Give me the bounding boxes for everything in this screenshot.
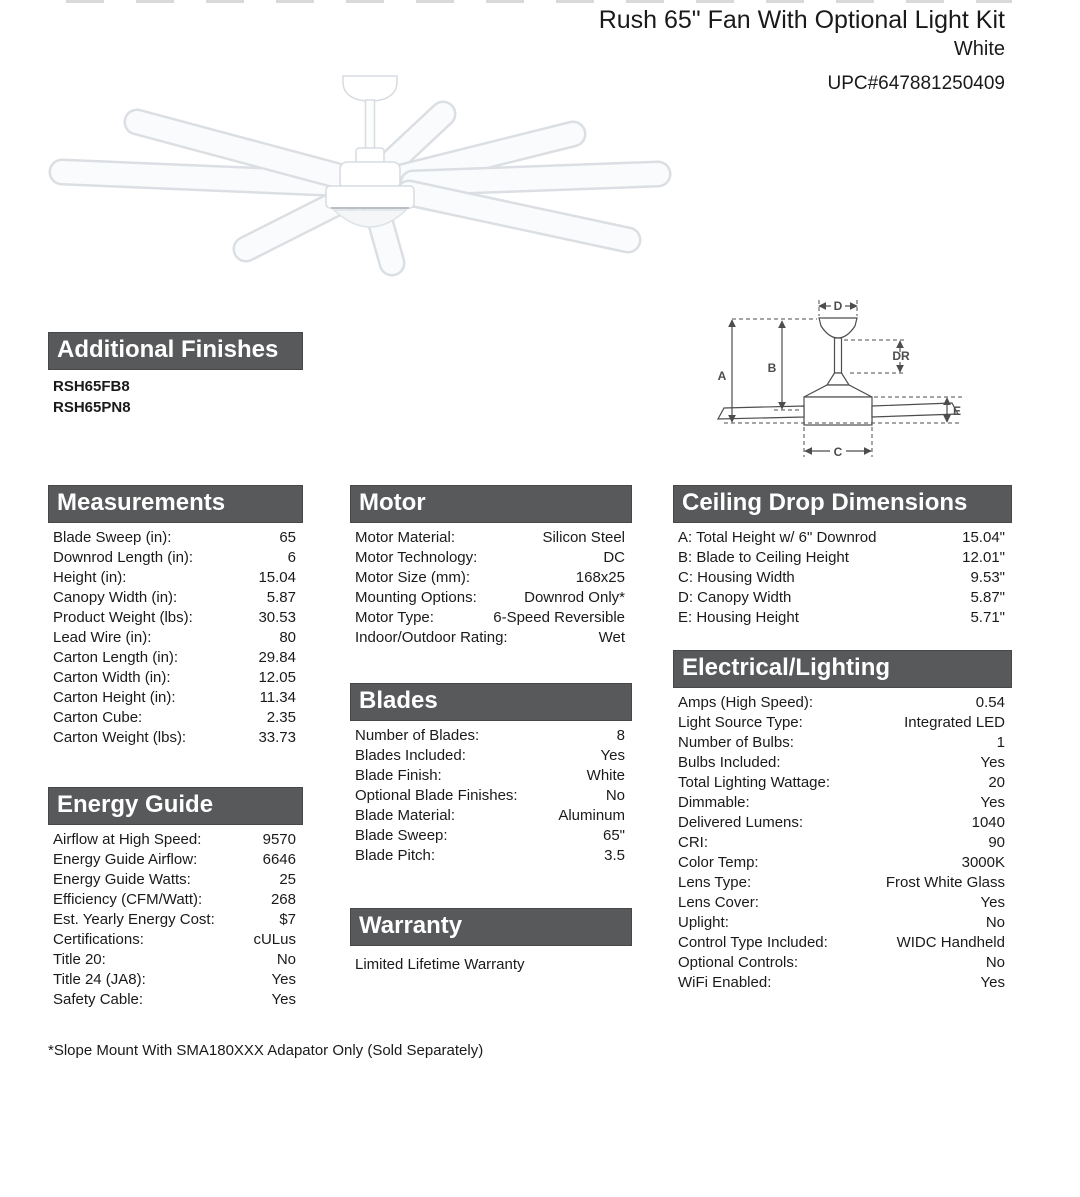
blades-header: Blades xyxy=(350,683,632,721)
spec-row xyxy=(355,766,625,786)
spec-value: 6-Speed Reversible xyxy=(493,609,625,626)
spec-label: Energy Guide Watts: xyxy=(53,871,191,888)
spec-row xyxy=(53,850,296,870)
spec-row xyxy=(53,950,296,970)
spec-row xyxy=(53,668,296,688)
spec-row xyxy=(53,548,296,568)
spec-value: 12.01" xyxy=(962,549,1005,566)
additional-finishes-header: Additional Finishes xyxy=(48,332,303,370)
spec-label: Blade Pitch: xyxy=(355,847,436,864)
spec-value: 6646 xyxy=(262,851,296,868)
spec-value: Yes xyxy=(980,794,1005,811)
spec-label: Bulbs Included: xyxy=(678,754,781,771)
spec-label: Blade Finish: xyxy=(355,767,442,784)
spec-label: WiFi Enabled: xyxy=(678,974,772,991)
spec-label: Lead Wire (in): xyxy=(53,629,152,646)
spec-value: 9.53" xyxy=(970,569,1005,586)
spec-row xyxy=(355,806,625,826)
spec-row xyxy=(53,830,296,850)
spec-row xyxy=(678,528,1005,548)
spec-row xyxy=(678,753,1005,773)
spec-value: Silicon Steel xyxy=(542,529,625,546)
warranty-section xyxy=(350,908,632,974)
spec-row xyxy=(53,870,296,890)
finish-sku: RSH65FB8 xyxy=(53,378,130,395)
spec-row xyxy=(53,588,296,608)
spec-value: 5.87 xyxy=(266,589,296,606)
spec-row xyxy=(355,726,625,746)
spec-row xyxy=(53,628,296,648)
spec-label: Blade Sweep (in): xyxy=(53,529,172,546)
spec-value: 3.5 xyxy=(604,847,625,864)
spec-row xyxy=(678,873,1005,893)
spec-row xyxy=(355,746,625,766)
spec-value: Aluminum xyxy=(558,807,625,824)
spec-value: 0.54 xyxy=(975,694,1005,711)
warranty-header: Warranty xyxy=(350,908,632,946)
spec-value: Yes xyxy=(271,991,296,1008)
spec-label: Indoor/Outdoor Rating: xyxy=(355,629,508,646)
spec-row xyxy=(355,826,625,846)
spec-value: 90 xyxy=(988,834,1005,851)
dim-label-b: B xyxy=(767,361,777,375)
spec-row xyxy=(678,833,1005,853)
spec-value: 5.87" xyxy=(970,589,1005,606)
spec-value: 3000K xyxy=(961,854,1005,871)
spec-row xyxy=(355,628,625,648)
spec-label: Carton Width (in): xyxy=(53,669,171,686)
spec-row xyxy=(678,548,1005,568)
spec-value: 65 xyxy=(279,529,296,546)
spec-row xyxy=(678,933,1005,953)
spec-label: Carton Height (in): xyxy=(53,689,176,706)
spec-label: Energy Guide Airflow: xyxy=(53,851,198,868)
fan-dimension-drawing xyxy=(710,290,990,460)
spec-label: Product Weight (lbs): xyxy=(53,609,193,626)
product-finish: White xyxy=(953,38,1005,60)
spec-row xyxy=(678,588,1005,608)
spec-label: Optional Blade Finishes: xyxy=(355,787,518,804)
spec-row xyxy=(678,853,1005,873)
cropped-header-text xyxy=(66,0,1012,3)
spec-label: Dimmable: xyxy=(678,794,750,811)
spec-value: WIDC Handheld xyxy=(896,934,1005,951)
spec-value: Yes xyxy=(980,894,1005,911)
spec-label: Certifications: xyxy=(53,931,144,948)
spec-value: Yes xyxy=(600,747,625,764)
spec-value: 168x25 xyxy=(575,569,625,586)
spec-label: Delivered Lumens: xyxy=(678,814,804,831)
blades-section xyxy=(350,683,632,866)
spec-row xyxy=(678,608,1005,628)
spec-label: Est. Yearly Energy Cost: xyxy=(53,911,215,928)
spec-row xyxy=(53,648,296,668)
spec-label: Blades Included: xyxy=(355,747,466,764)
spec-row xyxy=(53,990,296,1010)
spec-value: 1 xyxy=(996,734,1005,751)
electrical-lighting-header: Electrical/Lighting xyxy=(673,650,1012,688)
dimensions-diagram xyxy=(710,290,990,460)
spec-label: A: Total Height w/ 6" Downrod xyxy=(678,529,877,546)
spec-label: Number of Bulbs: xyxy=(678,734,794,751)
spec-row xyxy=(53,910,296,930)
spec-label: Number of Blades: xyxy=(355,727,480,744)
spec-row xyxy=(678,953,1005,973)
spec-row xyxy=(53,688,296,708)
spec-value: Yes xyxy=(980,974,1005,991)
spec-label: Amps (High Speed): xyxy=(678,694,814,711)
spec-label: Motor Technology: xyxy=(355,549,478,566)
spec-value: No xyxy=(276,951,296,968)
spec-value: 1040 xyxy=(971,814,1005,831)
dim-label-dr: DR xyxy=(892,349,910,363)
dim-label-c: C xyxy=(833,445,843,459)
spec-label: Title 24 (JA8): xyxy=(53,971,146,988)
spec-value: 80 xyxy=(279,629,296,646)
spec-label: Motor Size (mm): xyxy=(355,569,471,586)
dim-label-e: E xyxy=(952,404,962,418)
spec-value: 15.04 xyxy=(258,569,296,586)
spec-row xyxy=(53,930,296,950)
spec-label: Lens Cover: xyxy=(678,894,759,911)
spec-value: Downrod Only* xyxy=(524,589,625,606)
spec-label: Optional Controls: xyxy=(678,954,799,971)
spec-label: Height (in): xyxy=(53,569,127,586)
spec-label: Mounting Options: xyxy=(355,589,477,606)
spec-row xyxy=(678,973,1005,993)
spec-row xyxy=(678,568,1005,588)
spec-label: CRI: xyxy=(678,834,708,851)
ceiling-drop-rows xyxy=(673,523,1012,628)
spec-row xyxy=(53,890,296,910)
slope-mount-footnote: *Slope Mount With SMA180XXX Adapator Only (Sold Separately) xyxy=(48,1042,484,1059)
spec-row xyxy=(678,693,1005,713)
spec-value: 2.35 xyxy=(266,709,296,726)
product-title: Rush 65" Fan With Optional Light Kit xyxy=(598,6,1005,34)
energy-guide-section xyxy=(48,787,303,1010)
spec-label: Lens Type: xyxy=(678,874,752,891)
spec-row xyxy=(355,608,625,628)
blades-rows xyxy=(350,721,632,866)
spec-label: B: Blade to Ceiling Height xyxy=(678,549,849,566)
spec-row xyxy=(678,773,1005,793)
spec-value: Frost White Glass xyxy=(885,874,1005,891)
spec-row xyxy=(355,846,625,866)
dim-label-d: D xyxy=(833,299,843,313)
spec-row xyxy=(678,913,1005,933)
spec-row xyxy=(53,608,296,628)
energy-guide-header: Energy Guide xyxy=(48,787,303,825)
spec-row xyxy=(678,893,1005,913)
spec-value: No xyxy=(985,954,1005,971)
spec-label: Canopy Width (in): xyxy=(53,589,178,606)
spec-row xyxy=(355,588,625,608)
spec-value: No xyxy=(605,787,625,804)
spec-value: 25 xyxy=(279,871,296,888)
electrical-lighting-rows xyxy=(673,688,1012,993)
spec-label: D: Canopy Width xyxy=(678,589,792,606)
spec-value: Yes xyxy=(271,971,296,988)
measurements-section xyxy=(48,485,303,748)
spec-value: 5.71" xyxy=(970,609,1005,626)
additional-finishes-list xyxy=(48,370,303,418)
spec-row xyxy=(678,793,1005,813)
ceiling-fan-illustration xyxy=(40,60,700,290)
spec-value: No xyxy=(985,914,1005,931)
spec-row xyxy=(355,568,625,588)
spec-value: 33.73 xyxy=(258,729,296,746)
spec-label: Downrod Length (in): xyxy=(53,549,194,566)
spec-row xyxy=(678,813,1005,833)
spec-row xyxy=(678,713,1005,733)
measurements-rows xyxy=(48,523,303,748)
spec-label: Blade Sweep: xyxy=(355,827,448,844)
spec-value: 65" xyxy=(602,827,625,844)
electrical-lighting-section xyxy=(673,650,1012,993)
spec-value: cULus xyxy=(253,931,296,948)
motor-header: Motor xyxy=(350,485,632,523)
spec-value: 8 xyxy=(616,727,625,744)
spec-row xyxy=(53,708,296,728)
spec-label: Airflow at High Speed: xyxy=(53,831,202,848)
spec-label: Blade Material: xyxy=(355,807,456,824)
spec-label: Control Type Included: xyxy=(678,934,828,951)
spec-value: 29.84 xyxy=(258,649,296,666)
spec-label: Efficiency (CFM/Watt): xyxy=(53,891,203,908)
product-upc: UPC#647881250409 xyxy=(827,73,1005,94)
spec-label: Color Temp: xyxy=(678,854,759,871)
spec-value: DC xyxy=(603,549,625,566)
spec-row xyxy=(53,568,296,588)
spec-label: Safety Cable: xyxy=(53,991,144,1008)
energy-guide-rows xyxy=(48,825,303,1010)
spec-value: Yes xyxy=(980,754,1005,771)
spec-label: Carton Cube: xyxy=(53,709,143,726)
spec-value: 268 xyxy=(270,891,296,908)
spec-value: 12.05 xyxy=(258,669,296,686)
spec-row xyxy=(678,733,1005,753)
fan-product-image xyxy=(40,60,700,290)
additional-finishes-section xyxy=(48,332,303,418)
spec-row xyxy=(53,970,296,990)
finish-sku: RSH65PN8 xyxy=(53,399,131,416)
dim-label-a: A xyxy=(717,369,727,383)
spec-row xyxy=(53,528,296,548)
ceiling-drop-header: Ceiling Drop Dimensions xyxy=(673,485,1012,523)
spec-label: C: Housing Width xyxy=(678,569,795,586)
measurements-header: Measurements xyxy=(48,485,303,523)
spec-label: Motor Material: xyxy=(355,529,456,546)
warranty-text: Limited Lifetime Warranty xyxy=(355,956,525,973)
spec-label: Uplight: xyxy=(678,914,729,931)
spec-label: Carton Length (in): xyxy=(53,649,179,666)
motor-section xyxy=(350,485,632,648)
spec-row xyxy=(53,728,296,748)
spec-label: Motor Type: xyxy=(355,609,434,626)
spec-value: $7 xyxy=(279,911,296,928)
spec-value: 15.04" xyxy=(962,529,1005,546)
spec-value: 30.53 xyxy=(258,609,296,626)
spec-label: Total Lighting Wattage: xyxy=(678,774,831,791)
spec-value: Wet xyxy=(598,629,625,646)
spec-value: 9570 xyxy=(262,831,296,848)
spec-value: 11.34 xyxy=(259,689,296,706)
spec-label: E: Housing Height xyxy=(678,609,799,626)
spec-value: White xyxy=(586,767,625,784)
spec-label: Light Source Type: xyxy=(678,714,803,731)
spec-value: Integrated LED xyxy=(904,714,1005,731)
spec-value: 6 xyxy=(287,549,296,566)
spec-label: Title 20: xyxy=(53,951,106,968)
spec-row xyxy=(355,528,625,548)
spec-row xyxy=(355,548,625,568)
spec-row xyxy=(355,786,625,806)
spec-value: 20 xyxy=(988,774,1005,791)
ceiling-drop-section xyxy=(673,485,1012,628)
motor-rows xyxy=(350,523,632,648)
spec-label: Carton Weight (lbs): xyxy=(53,729,187,746)
